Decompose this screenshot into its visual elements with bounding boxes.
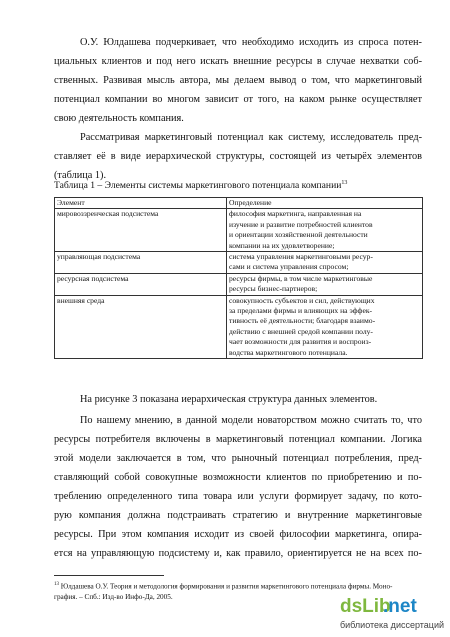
definition-line: система управления маркетинговыми ресур-	[229, 252, 373, 262]
logo-text-net: .net	[383, 596, 417, 617]
text-line: Рассматривая маркетинговый потенциал как систему, исследователь пред-	[80, 132, 422, 143]
table-row	[55, 273, 423, 295]
text-line: рую компания должна подстраивать стратегию и внутренние маркетинговые	[54, 510, 422, 521]
definition-line: изучение и развитие потребностей клиентов	[229, 219, 373, 229]
definition-line: ресурсы бизнес-партнеров;	[229, 284, 318, 294]
text-line: треблению определенного типа товара или услуги формирует задачу, по кото-	[54, 491, 422, 502]
paragraph-4	[54, 411, 422, 563]
definition-cell	[227, 295, 423, 358]
text-line: По нашему мнению, в данной модели новаторством можно считать то, что	[80, 415, 422, 426]
elements-table	[54, 197, 423, 359]
footnote-separator	[54, 575, 164, 576]
table-row	[55, 209, 423, 252]
paragraph-1	[54, 33, 422, 128]
paragraph-2	[54, 128, 422, 185]
definition-cell	[227, 273, 423, 295]
table-caption	[54, 180, 347, 191]
element-cell: внешняя среда	[55, 295, 227, 358]
text-line: На рисунке 3 показана иерархическая структура данных элементов.	[80, 394, 378, 405]
definition-line: философия маркетинга, направленная на	[229, 209, 362, 219]
definition-line: чает возможности для развития и воспроиз-	[229, 337, 372, 347]
text-line: ресурсы потребителя включены в маркетинговый потенциал компании. Логика	[54, 434, 422, 445]
table-header-row	[55, 198, 423, 209]
table-row	[55, 252, 423, 274]
text-line: ставляет её в виде иерархической структуры, состоящей из четырёх элементов	[54, 151, 422, 162]
definition-line: компании на их удовлетворение;	[229, 240, 335, 250]
element-cell: управляющая подсистема	[55, 252, 227, 274]
text-line: О.У. Юлдашева подчеркивает, что необходимо исходить из спроса потен-	[80, 37, 422, 48]
text-line: (таблица 1).	[54, 170, 107, 181]
definition-cell	[227, 209, 423, 252]
footnote-line: графия. – Спб.: Изд-во Инфо-Да, 2005.	[54, 592, 173, 601]
definition-line: и ориентации хозяйственной деятельности	[229, 230, 368, 240]
definition-line: действию с внешней средой компании полу-	[229, 326, 373, 336]
element-cell: мировоззренческая подсистема	[55, 209, 227, 252]
text-line: ресурсы. При этом компания исходит из своей философии маркетинга, опира-	[54, 529, 422, 540]
footnote-text: Юлдашева О.У. Теория и методология формирования и развития маркетингового потенциала фирмы. Моно-	[60, 582, 393, 591]
paragraph-3	[54, 390, 422, 409]
column-header-definition: Определение	[227, 198, 423, 209]
definition-line: сами и система управления спросом;	[229, 262, 349, 272]
text-line: потенциал компании во многом зависит от того, на каком рынке осуществляет	[54, 94, 422, 105]
definition-cell	[227, 252, 423, 274]
text-line: ется на управляющую подсистему и, как правило, ориентируется не на всех по-	[54, 548, 422, 559]
text-line: свою деятельность компания.	[54, 113, 184, 124]
watermark-subtitle: библиотека диссертаций	[340, 620, 445, 630]
text-line: циальных клиентов и под него искать внешние ресурсы в случае нехватки соб-	[54, 56, 422, 67]
footnote-number: 13	[54, 582, 59, 587]
logo-text-dslib: dsLib	[340, 596, 391, 617]
definition-line: ресурсы фирмы, в том числе маркетинговые	[229, 273, 373, 283]
definition-line: совокупность субъектов и сил, действующих	[229, 295, 375, 305]
table-caption-text: Таблица 1 – Элементы системы маркетингового потенциала компании	[54, 180, 342, 192]
footnote-ref: 13	[341, 180, 348, 186]
dslib-watermark[interactable]	[335, 590, 450, 637]
text-line: этой модели заключается в том, что рыночный потенциал потребления, пред-	[54, 453, 422, 464]
text-line: ственных. Развивая мысль автора, мы делаем вывод о том, что маркетинговый	[54, 75, 422, 86]
text-line: ставляющий собой совокупные возможности клиентов по приобретению и по-	[54, 472, 422, 483]
element-cell: ресурсная подсистема	[55, 273, 227, 295]
column-header-element: Элемент	[55, 198, 227, 209]
definition-line: водства маркетингового потенциала.	[229, 347, 348, 357]
table-row	[55, 295, 423, 358]
definition-line: тивность её деятельности; благодаря взаимо-	[229, 316, 376, 326]
definition-line: за пределами фирмы и влияющих на эффек-	[229, 306, 373, 316]
